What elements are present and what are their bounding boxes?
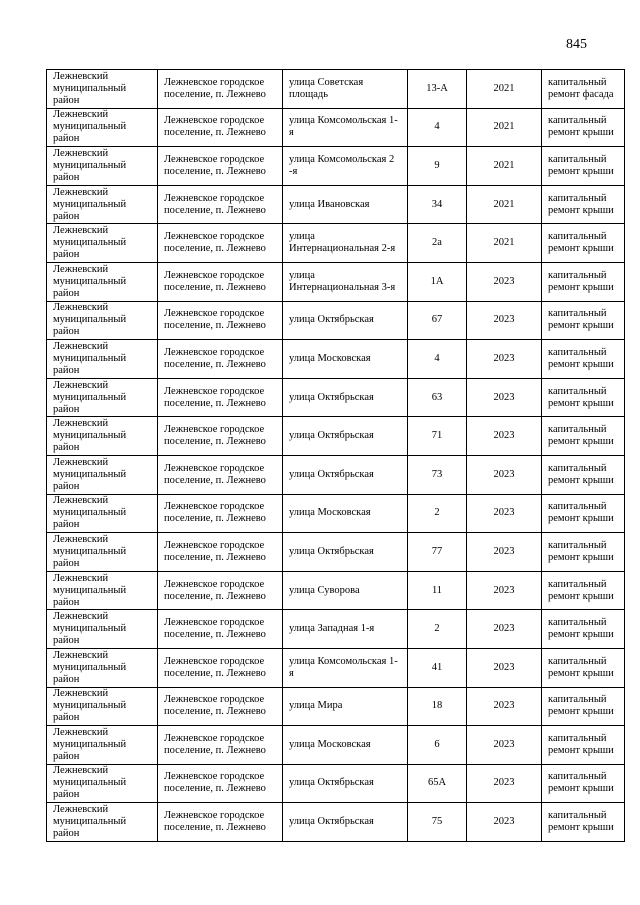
district-cell: Лежневский муниципальный район bbox=[47, 571, 158, 610]
district-cell: Лежневский муниципальный район bbox=[47, 726, 158, 765]
house-number-cell: 9 bbox=[408, 147, 467, 186]
settlement-cell: Лежневское городское поселение, п. Лежнево bbox=[158, 533, 283, 572]
street-cell: улица Московская bbox=[283, 494, 408, 533]
table-row bbox=[47, 224, 625, 263]
table-row bbox=[47, 417, 625, 456]
settlement-cell: Лежневское городское поселение, п. Лежнево bbox=[158, 340, 283, 379]
settlement-cell: Лежневское городское поселение, п. Лежнево bbox=[158, 147, 283, 186]
year-cell: 2021 bbox=[467, 224, 542, 263]
settlement-cell: Лежневское городское поселение, п. Лежнево bbox=[158, 378, 283, 417]
settlement-cell: Лежневское городское поселение, п. Лежнево bbox=[158, 70, 283, 109]
table-row bbox=[47, 108, 625, 147]
street-cell: улица Ивановская bbox=[283, 185, 408, 224]
year-cell: 2023 bbox=[467, 571, 542, 610]
district-cell: Лежневский муниципальный район bbox=[47, 378, 158, 417]
district-cell: Лежневский муниципальный район bbox=[47, 494, 158, 533]
district-cell: Лежневский муниципальный район bbox=[47, 687, 158, 726]
street-cell: улица Октябрьская bbox=[283, 533, 408, 572]
house-number-cell: 2 bbox=[408, 494, 467, 533]
year-cell: 2023 bbox=[467, 301, 542, 340]
table-row bbox=[47, 610, 625, 649]
settlement-cell: Лежневское городское поселение, п. Лежнево bbox=[158, 224, 283, 263]
table-row bbox=[47, 571, 625, 610]
house-number-cell: 6 bbox=[408, 726, 467, 765]
table-row bbox=[47, 687, 625, 726]
year-cell: 2023 bbox=[467, 687, 542, 726]
district-cell: Лежневский муниципальный район bbox=[47, 764, 158, 803]
work-type-cell: капитальный ремонт крыши bbox=[542, 648, 625, 687]
settlement-cell: Лежневское городское поселение, п. Лежнево bbox=[158, 764, 283, 803]
district-cell: Лежневский муниципальный район bbox=[47, 262, 158, 301]
street-cell: улица Интернациональная 3-я bbox=[283, 262, 408, 301]
district-cell: Лежневский муниципальный район bbox=[47, 610, 158, 649]
work-type-cell: капитальный ремонт крыши bbox=[542, 726, 625, 765]
year-cell: 2021 bbox=[467, 147, 542, 186]
year-cell: 2023 bbox=[467, 648, 542, 687]
year-cell: 2023 bbox=[467, 610, 542, 649]
year-cell: 2023 bbox=[467, 417, 542, 456]
settlement-cell: Лежневское городское поселение, п. Лежнево bbox=[158, 610, 283, 649]
house-number-cell: 75 bbox=[408, 803, 467, 842]
work-type-cell: капитальный ремонт крыши bbox=[542, 185, 625, 224]
district-cell: Лежневский муниципальный район bbox=[47, 803, 158, 842]
year-cell: 2023 bbox=[467, 533, 542, 572]
house-number-cell: 63 bbox=[408, 378, 467, 417]
year-cell: 2023 bbox=[467, 726, 542, 765]
street-cell: улица Октябрьская bbox=[283, 764, 408, 803]
settlement-cell: Лежневское городское поселение, п. Лежнево bbox=[158, 108, 283, 147]
street-cell: улица Мира bbox=[283, 687, 408, 726]
table-row bbox=[47, 803, 625, 842]
table-row bbox=[47, 378, 625, 417]
work-type-cell: капитальный ремонт крыши bbox=[542, 764, 625, 803]
settlement-cell: Лежневское городское поселение, п. Лежнево bbox=[158, 571, 283, 610]
work-type-cell: капитальный ремонт крыши bbox=[542, 108, 625, 147]
work-type-cell: капитальный ремонт крыши bbox=[542, 301, 625, 340]
table-row bbox=[47, 301, 625, 340]
district-cell: Лежневский муниципальный район bbox=[47, 455, 158, 494]
street-cell: улица Суворова bbox=[283, 571, 408, 610]
house-number-cell: 2а bbox=[408, 224, 467, 263]
work-type-cell: капитальный ремонт крыши bbox=[542, 378, 625, 417]
work-type-cell: капитальный ремонт крыши bbox=[542, 340, 625, 379]
street-cell: улица Октябрьская bbox=[283, 301, 408, 340]
year-cell: 2021 bbox=[467, 70, 542, 109]
work-type-cell: капитальный ремонт крыши bbox=[542, 533, 625, 572]
district-cell: Лежневский муниципальный район bbox=[47, 417, 158, 456]
year-cell: 2023 bbox=[467, 764, 542, 803]
work-type-cell: капитальный ремонт крыши bbox=[542, 224, 625, 263]
house-number-cell: 67 bbox=[408, 301, 467, 340]
settlement-cell: Лежневское городское поселение, п. Лежнево bbox=[158, 648, 283, 687]
settlement-cell: Лежневское городское поселение, п. Лежнево bbox=[158, 687, 283, 726]
house-number-cell: 13-А bbox=[408, 70, 467, 109]
street-cell: улица Октябрьская bbox=[283, 803, 408, 842]
settlement-cell: Лежневское городское поселение, п. Лежнево bbox=[158, 301, 283, 340]
page-number: 845 bbox=[566, 37, 587, 52]
district-cell: Лежневский муниципальный район bbox=[47, 301, 158, 340]
district-cell: Лежневский муниципальный район bbox=[47, 340, 158, 379]
table-row bbox=[47, 70, 625, 109]
settlement-cell: Лежневское городское поселение, п. Лежнево bbox=[158, 262, 283, 301]
house-number-cell: 4 bbox=[408, 108, 467, 147]
work-type-cell: капитальный ремонт крыши bbox=[542, 610, 625, 649]
table-row bbox=[47, 262, 625, 301]
table-row bbox=[47, 455, 625, 494]
work-type-cell: капитальный ремонт крыши bbox=[542, 803, 625, 842]
house-number-cell: 11 bbox=[408, 571, 467, 610]
district-cell: Лежневский муниципальный район bbox=[47, 648, 158, 687]
house-number-cell: 65А bbox=[408, 764, 467, 803]
district-cell: Лежневский муниципальный район bbox=[47, 185, 158, 224]
street-cell: улица Комсомольская 1-я bbox=[283, 108, 408, 147]
year-cell: 2021 bbox=[467, 185, 542, 224]
street-cell: улица Западная 1-я bbox=[283, 610, 408, 649]
repair-schedule-table bbox=[46, 69, 625, 842]
district-cell: Лежневский муниципальный район bbox=[47, 533, 158, 572]
house-number-cell: 34 bbox=[408, 185, 467, 224]
settlement-cell: Лежневское городское поселение, п. Лежнево bbox=[158, 455, 283, 494]
district-cell: Лежневский муниципальный район bbox=[47, 224, 158, 263]
year-cell: 2023 bbox=[467, 262, 542, 301]
work-type-cell: капитальный ремонт крыши bbox=[542, 494, 625, 533]
settlement-cell: Лежневское городское поселение, п. Лежнево bbox=[158, 494, 283, 533]
work-type-cell: капитальный ремонт крыши bbox=[542, 417, 625, 456]
district-cell: Лежневский муниципальный район bbox=[47, 108, 158, 147]
work-type-cell: капитальный ремонт крыши bbox=[542, 687, 625, 726]
table-row bbox=[47, 726, 625, 765]
year-cell: 2023 bbox=[467, 455, 542, 494]
table-row bbox=[47, 340, 625, 379]
year-cell: 2023 bbox=[467, 340, 542, 379]
street-cell: улица Октябрьская bbox=[283, 455, 408, 494]
house-number-cell: 2 bbox=[408, 610, 467, 649]
house-number-cell: 4 bbox=[408, 340, 467, 379]
table-row bbox=[47, 648, 625, 687]
house-number-cell: 77 bbox=[408, 533, 467, 572]
work-type-cell: капитальный ремонт крыши bbox=[542, 455, 625, 494]
district-cell: Лежневский муниципальный район bbox=[47, 70, 158, 109]
year-cell: 2023 bbox=[467, 494, 542, 533]
year-cell: 2021 bbox=[467, 108, 542, 147]
settlement-cell: Лежневское городское поселение, п. Лежнево bbox=[158, 803, 283, 842]
work-type-cell: капитальный ремонт крыши bbox=[542, 262, 625, 301]
street-cell: улица Интернациональная 2-я bbox=[283, 224, 408, 263]
house-number-cell: 73 bbox=[408, 455, 467, 494]
table-row bbox=[47, 494, 625, 533]
table-row bbox=[47, 147, 625, 186]
house-number-cell: 71 bbox=[408, 417, 467, 456]
street-cell: улица Советская площадь bbox=[283, 70, 408, 109]
house-number-cell: 41 bbox=[408, 648, 467, 687]
street-cell: улица Комсомольская 1-я bbox=[283, 648, 408, 687]
street-cell: улица Комсомольская 2 -я bbox=[283, 147, 408, 186]
district-cell: Лежневский муниципальный район bbox=[47, 147, 158, 186]
work-type-cell: капитальный ремонт крыши bbox=[542, 147, 625, 186]
street-cell: улица Октябрьская bbox=[283, 378, 408, 417]
street-cell: улица Октябрьская bbox=[283, 417, 408, 456]
table-row bbox=[47, 185, 625, 224]
house-number-cell: 18 bbox=[408, 687, 467, 726]
year-cell: 2023 bbox=[467, 378, 542, 417]
table-body bbox=[47, 70, 625, 842]
house-number-cell: 1А bbox=[408, 262, 467, 301]
work-type-cell: капитальный ремонт крыши bbox=[542, 571, 625, 610]
settlement-cell: Лежневское городское поселение, п. Лежнево bbox=[158, 417, 283, 456]
year-cell: 2023 bbox=[467, 803, 542, 842]
street-cell: улица Московская bbox=[283, 726, 408, 765]
table-row bbox=[47, 764, 625, 803]
table-row bbox=[47, 533, 625, 572]
settlement-cell: Лежневское городское поселение, п. Лежнево bbox=[158, 185, 283, 224]
settlement-cell: Лежневское городское поселение, п. Лежнево bbox=[158, 726, 283, 765]
work-type-cell: капитальный ремонт фасада bbox=[542, 70, 625, 109]
street-cell: улица Московская bbox=[283, 340, 408, 379]
